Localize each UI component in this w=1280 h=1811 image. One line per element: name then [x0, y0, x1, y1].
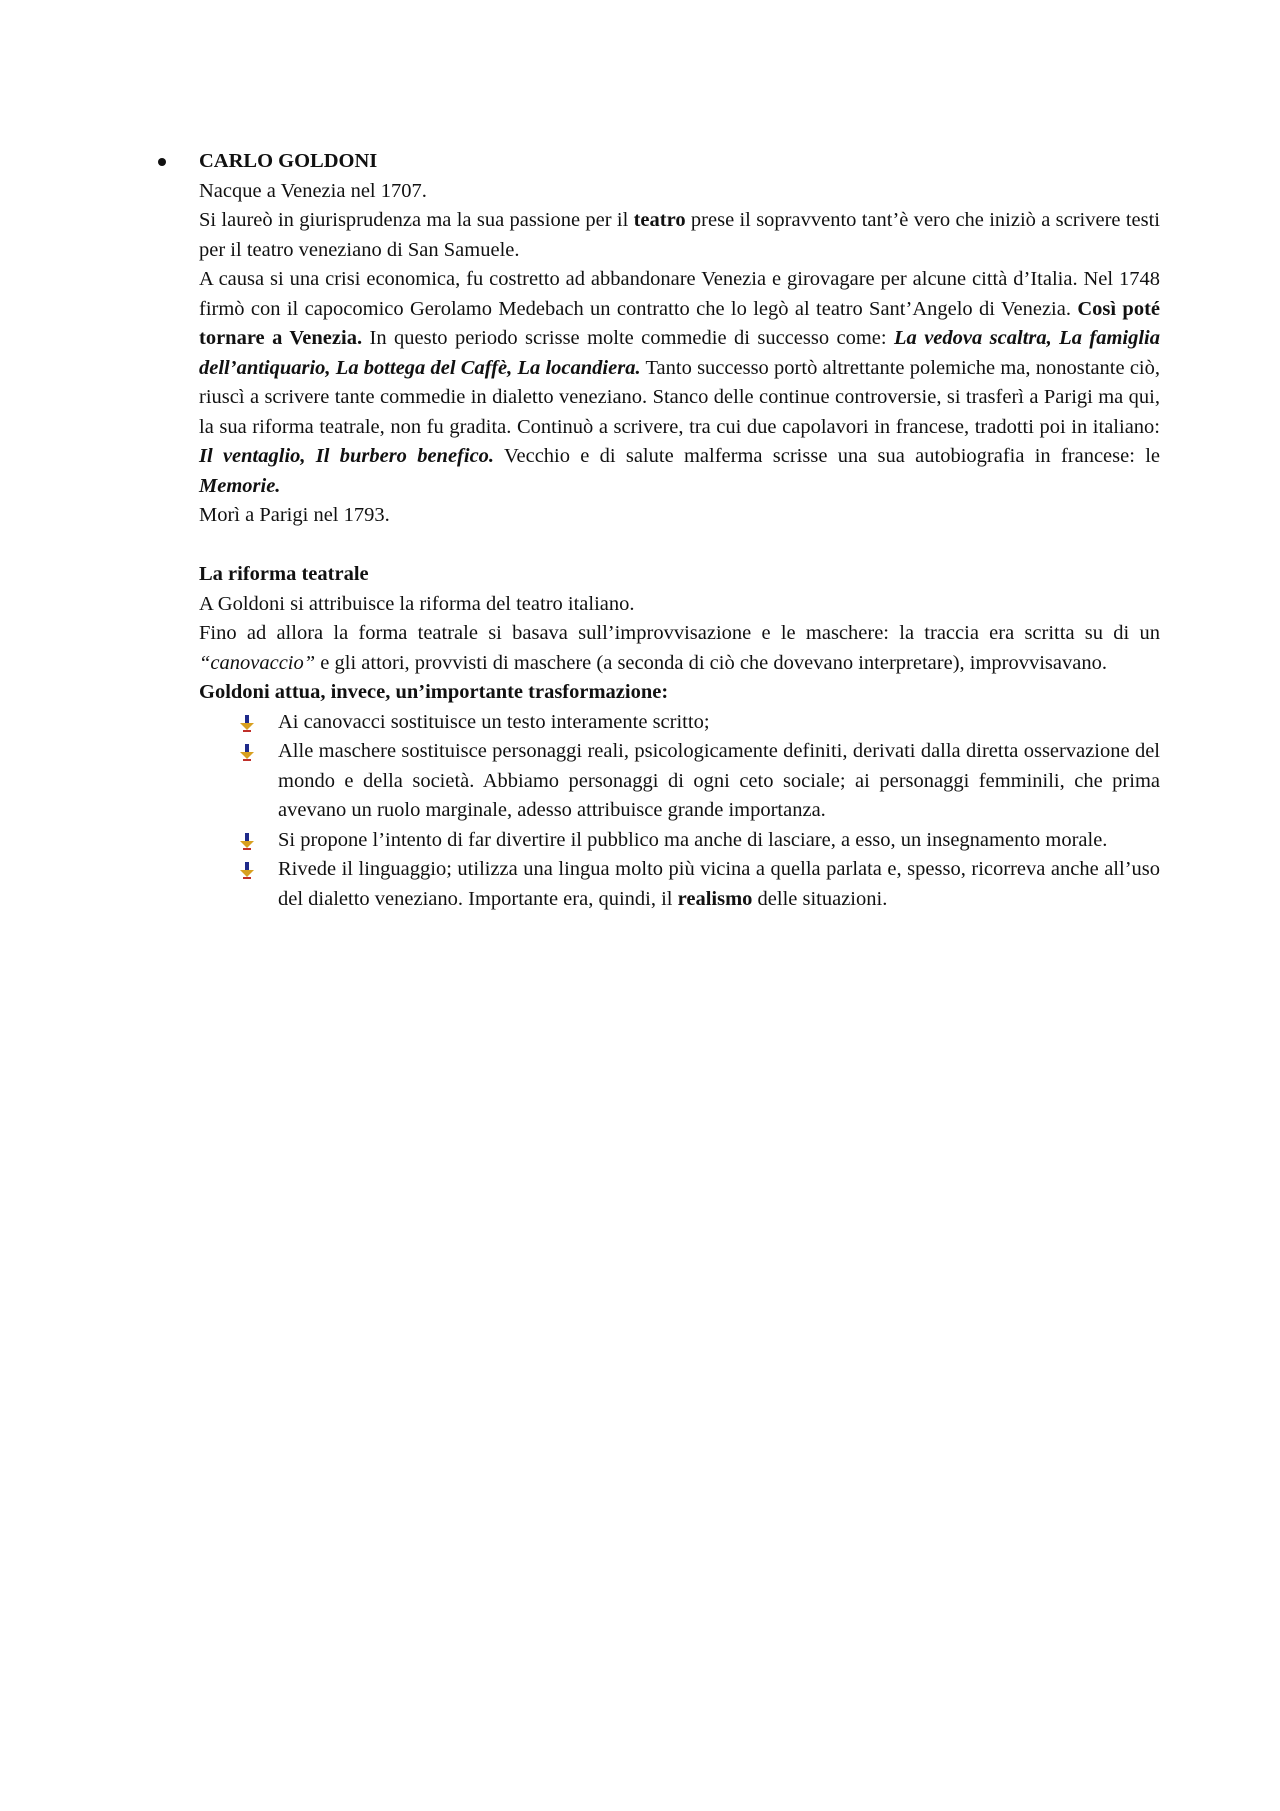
list-item-text: Alle maschere sostituisce personaggi reali, psicologicamente definiti, derivati dalla diretta osservazione del mondo e della società. Abbiamo personaggi di ogni ceto sociale; ai personaggi femminili, che prima avevano un ruolo marginale, adesso attribuisce grande importanza.	[278, 740, 1160, 821]
spacer	[199, 531, 1160, 561]
page-title: CARLO GOLDONI	[199, 150, 378, 172]
text-run: Si laureò in giurisprudenza ma la sua passione per il	[199, 209, 634, 231]
death-line: Morì a Parigi nel 1793.	[199, 504, 390, 526]
arrow-down-icon	[239, 715, 255, 732]
list-item-text	[278, 855, 1160, 914]
arrow-down-icon	[239, 744, 255, 761]
text-run: Fino ad allora la forma teatrale si basava sull’improvvisazione e le maschere: la traccia era scritta su di un	[199, 622, 1160, 644]
text-run: A causa si una crisi economica, fu costretto ad abbandonare Venezia e girovagare per alcune città d’Italia. Nel 1748 firmò con il capocomico Gerolamo Medebach un contratto che lo legò al teatro Sant’Angelo di Venezia.	[199, 268, 1160, 320]
text-run: prese il sopravvento tant’è vero che iniziò a scrivere testi per il teatro veneziano di San Samuele.	[199, 209, 1160, 261]
bio-paragraph-1	[199, 206, 1160, 265]
works-list-french: Il ventaglio, Il burbero benefico.	[199, 445, 495, 467]
arrow-down-icon	[239, 833, 255, 850]
text-run: delle situazioni.	[752, 887, 888, 910]
list-item	[199, 855, 1160, 914]
birth-line: Nacque a Venezia nel 1707.	[199, 179, 427, 202]
list-item	[199, 708, 1160, 738]
text-run: Rivede il linguaggio; utilizza una lingua molto più vicina a quella parlata e, spesso, ricorreva anche all’uso del dialetto veneziano. Importante era, quindi, il	[278, 858, 1160, 910]
text-run: Vecchio e di salute malferma scrisse una sua autobiografia in francese: le	[494, 445, 1160, 467]
bold-run: teatro	[633, 209, 686, 231]
works-list: La vedova scaltra, La famiglia dell’antiquario, La bottega del Caffè, La locandiera.	[199, 327, 1160, 379]
list-item	[199, 826, 1160, 856]
text-run: Tanto successo portò altrettante polemiche ma, nonostante ciò, riuscì a scrivere tante commedie in dialetto veneziano. Stanco delle continue controversie, si trasferì a Parigi ma qui, la sua riforma teatrale, non fu gradita. Continuò a scrivere, tra cui due capolavori in francese, tradotti poi in italiano:	[199, 356, 1160, 438]
arrow-down-icon	[239, 862, 255, 879]
reform-intro: A Goldoni si attribuisce la riforma del teatro italiano.	[199, 592, 635, 615]
text-run: e gli attori, provvisti di maschere (a seconda di ciò che dovevano interpretare), improvvisavano.	[315, 651, 1107, 674]
document-body	[199, 147, 1160, 914]
bullet-dot-icon	[158, 158, 166, 166]
text-run: In questo periodo scrisse molte commedie di successo come:	[362, 327, 895, 349]
reform-paragraph	[199, 619, 1160, 678]
list-item-text: Ai canovacci sostituisce un testo interamente scritto;	[278, 710, 710, 733]
bold-run: realismo	[677, 887, 753, 910]
italic-run: “canovaccio”	[199, 651, 316, 674]
list-heading: Goldoni attua, invece, un’importante trasformazione:	[199, 681, 669, 703]
memorie-title: Memorie.	[199, 474, 281, 497]
bold-run: Così poté tornare a Venezia.	[199, 297, 1160, 349]
bio-paragraph-2	[199, 265, 1160, 501]
list-item	[199, 737, 1160, 826]
section-heading: La riforma teatrale	[199, 563, 369, 585]
list-item-text: Si propone l’intento di far divertire il pubblico ma anche di lasciare, a esso, un insegnamento morale.	[278, 828, 1108, 851]
